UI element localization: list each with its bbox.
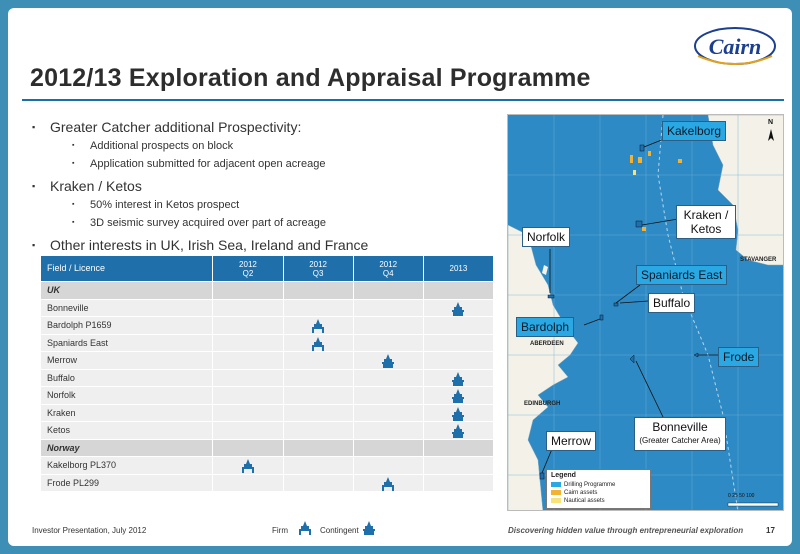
table-header-row [41, 256, 494, 282]
callout-bardolph: Bardolph [516, 317, 574, 337]
schedule-cell [213, 282, 283, 300]
callout-merrow: Merrow [546, 431, 596, 451]
row-label: Merrow [41, 352, 213, 370]
schedule-cell [283, 317, 353, 335]
firm-rig-icon [311, 318, 325, 332]
table-row [41, 457, 494, 475]
column-header-label: 2012 Q2 [239, 259, 257, 278]
legend-item [547, 489, 650, 497]
schedule-cell [213, 352, 283, 370]
schedule-cell [353, 334, 423, 352]
bullet-item: ▪ Other interests in UK, Irish Sea, Ireland and France [28, 236, 498, 255]
sub-bullet-item: ▪ 3D seismic survey acquired over part of acreage [28, 214, 498, 232]
place-aberdeen: ABERDEEN [530, 341, 564, 347]
firm-rig-icon [298, 520, 312, 541]
table-row [41, 334, 494, 352]
contingent-rig-icon [362, 520, 376, 541]
column-header: Field / Licence [41, 256, 213, 282]
row-label: Norfolk [41, 387, 213, 405]
contingent-rig-icon [451, 371, 465, 385]
schedule-cell [283, 422, 353, 440]
column-header [283, 256, 353, 282]
callout-frode: Frode [718, 347, 759, 367]
row-label: Norway [41, 439, 213, 457]
schedule-cell [283, 439, 353, 457]
legend-label: Nautical assets [564, 498, 605, 504]
table-section-row [41, 282, 494, 300]
schedule-cell [353, 352, 423, 370]
callout-bonneville [634, 417, 726, 451]
schedule-cell [283, 282, 353, 300]
footer-tagline: Discovering hidden value through entrepreneurial exploration [508, 526, 744, 535]
north-label: N [768, 119, 774, 126]
map-graphic [508, 115, 784, 511]
legend-item [547, 481, 650, 489]
callout-bonneville-sub: (Greater Catcher Area) [639, 436, 721, 445]
schedule-cell [423, 352, 493, 370]
schedule-cell [283, 387, 353, 405]
row-label: Spaniards East [41, 334, 213, 352]
logo-text: Cairn [708, 34, 762, 59]
table-section-row [41, 439, 494, 457]
schedule-cell [423, 474, 493, 492]
map-legend [546, 469, 651, 509]
callout-spaniards-east: Spaniards East [636, 265, 727, 285]
row-label: Bonneville [41, 299, 213, 317]
schedule-cell [423, 299, 493, 317]
footer-contingent-label: Contingent [320, 526, 359, 535]
footer-presentation: Investor Presentation, July 2012 [32, 526, 147, 535]
schedule-cell [423, 334, 493, 352]
sub-bullet-item: ▪ Application submitted for adjacent open acreage [28, 155, 498, 173]
schedule-cell [213, 474, 283, 492]
page-title: 2012/13 Exploration and Appraisal Programme [30, 64, 591, 92]
sub-bullet-item: ▪ 50% interest in Ketos prospect [28, 196, 498, 214]
schedule-cell [353, 299, 423, 317]
column-header-label: 2012 Q4 [379, 259, 398, 278]
place-stavanger: STAVANGER [740, 257, 777, 263]
schedule-cell [283, 404, 353, 422]
row-label: UK [41, 282, 213, 300]
footer-firm-label: Firm [272, 526, 288, 535]
schedule-cell [213, 422, 283, 440]
row-label: Frode PL299 [41, 474, 213, 492]
callout-norfolk: Norfolk [522, 227, 570, 247]
bullet-item: ▪ Kraken / Ketos [28, 177, 498, 196]
schedule-cell [353, 369, 423, 387]
cairn-logo [692, 26, 778, 74]
schedule-cell [423, 317, 493, 335]
schedule-cell [423, 439, 493, 457]
place-edinburgh: EDINBURGH [524, 401, 561, 407]
callout-kraken-ketos [676, 205, 736, 239]
table-row [41, 352, 494, 370]
schedule-cell [353, 439, 423, 457]
firm-rig-icon [311, 336, 325, 350]
row-label: Kraken [41, 404, 213, 422]
row-label: Kakelborg PL370 [41, 457, 213, 475]
table-row [41, 317, 494, 335]
legend-item [547, 497, 650, 505]
table-row [41, 422, 494, 440]
schedule-cell [213, 299, 283, 317]
firm-rig-icon [241, 458, 255, 472]
schedule-table [40, 255, 494, 492]
column-header [423, 256, 493, 282]
schedule-cell [283, 369, 353, 387]
title-divider [22, 99, 784, 101]
bullet-item: ▪ Greater Catcher additional Prospectivity: [28, 118, 498, 137]
legend-swatch [551, 482, 561, 487]
table-row [41, 299, 494, 317]
firm-rig-icon [381, 476, 395, 490]
slide [8, 8, 792, 546]
schedule-cell [283, 352, 353, 370]
schedule-cell [283, 334, 353, 352]
column-header-label: 2013 [449, 264, 468, 273]
page-number: 17 [766, 526, 775, 535]
north-sea-map [507, 114, 784, 511]
schedule-cell [423, 282, 493, 300]
contingent-rig-icon [451, 423, 465, 437]
contingent-rig-icon [451, 388, 465, 402]
sub-bullet-item: ▪ Additional prospects on block [28, 137, 498, 155]
schedule-cell [213, 387, 283, 405]
schedule-cell [213, 334, 283, 352]
schedule-cell [423, 404, 493, 422]
table-row [41, 404, 494, 422]
table-row [41, 369, 494, 387]
contingent-rig-icon [451, 406, 465, 420]
schedule-cell [353, 474, 423, 492]
table-body [41, 282, 494, 492]
callout-buffalo: Buffalo [648, 293, 695, 313]
schedule-cell [213, 369, 283, 387]
schedule-cell [353, 387, 423, 405]
schedule-cell [423, 387, 493, 405]
contingent-rig-icon [451, 301, 465, 315]
contingent-rig-icon [381, 353, 395, 367]
schedule-cell [283, 457, 353, 475]
legend-title: Legend [551, 472, 576, 479]
bullet-list [28, 114, 498, 255]
scale-label: 0 25 50 100 [728, 493, 755, 499]
callout-bonneville-title: Bonneville [652, 420, 708, 434]
scale-bar [728, 503, 778, 506]
callout-kakelborg: Kakelborg [662, 121, 726, 141]
schedule-cell [283, 299, 353, 317]
schedule-cell [353, 317, 423, 335]
schedule-cell [353, 422, 423, 440]
row-label: Bardolph P1659 [41, 317, 213, 335]
legend-label: Drilling Programme [564, 482, 616, 488]
table-row [41, 387, 494, 405]
table-row [41, 474, 494, 492]
column-header [353, 256, 423, 282]
legend-swatch [551, 490, 561, 495]
schedule-cell [213, 439, 283, 457]
legend-label: Cairn assets [564, 490, 598, 496]
column-header-label: 2012 Q3 [309, 259, 327, 278]
schedule-cell [423, 369, 493, 387]
schedule-cell [213, 317, 283, 335]
callout-kraken: Kraken / [683, 208, 729, 222]
legend-swatch [551, 498, 561, 503]
schedule-cell [213, 404, 283, 422]
column-header [213, 256, 283, 282]
schedule-cell [423, 422, 493, 440]
schedule-cell [213, 457, 283, 475]
legend-items [547, 481, 650, 505]
schedule-cell [283, 474, 353, 492]
schedule-cell [353, 404, 423, 422]
callout-ketos: Ketos [690, 222, 722, 236]
schedule-cell [423, 457, 493, 475]
schedule-cell [353, 282, 423, 300]
row-label: Buffalo [41, 369, 213, 387]
schedule-cell [353, 457, 423, 475]
row-label: Ketos [41, 422, 213, 440]
